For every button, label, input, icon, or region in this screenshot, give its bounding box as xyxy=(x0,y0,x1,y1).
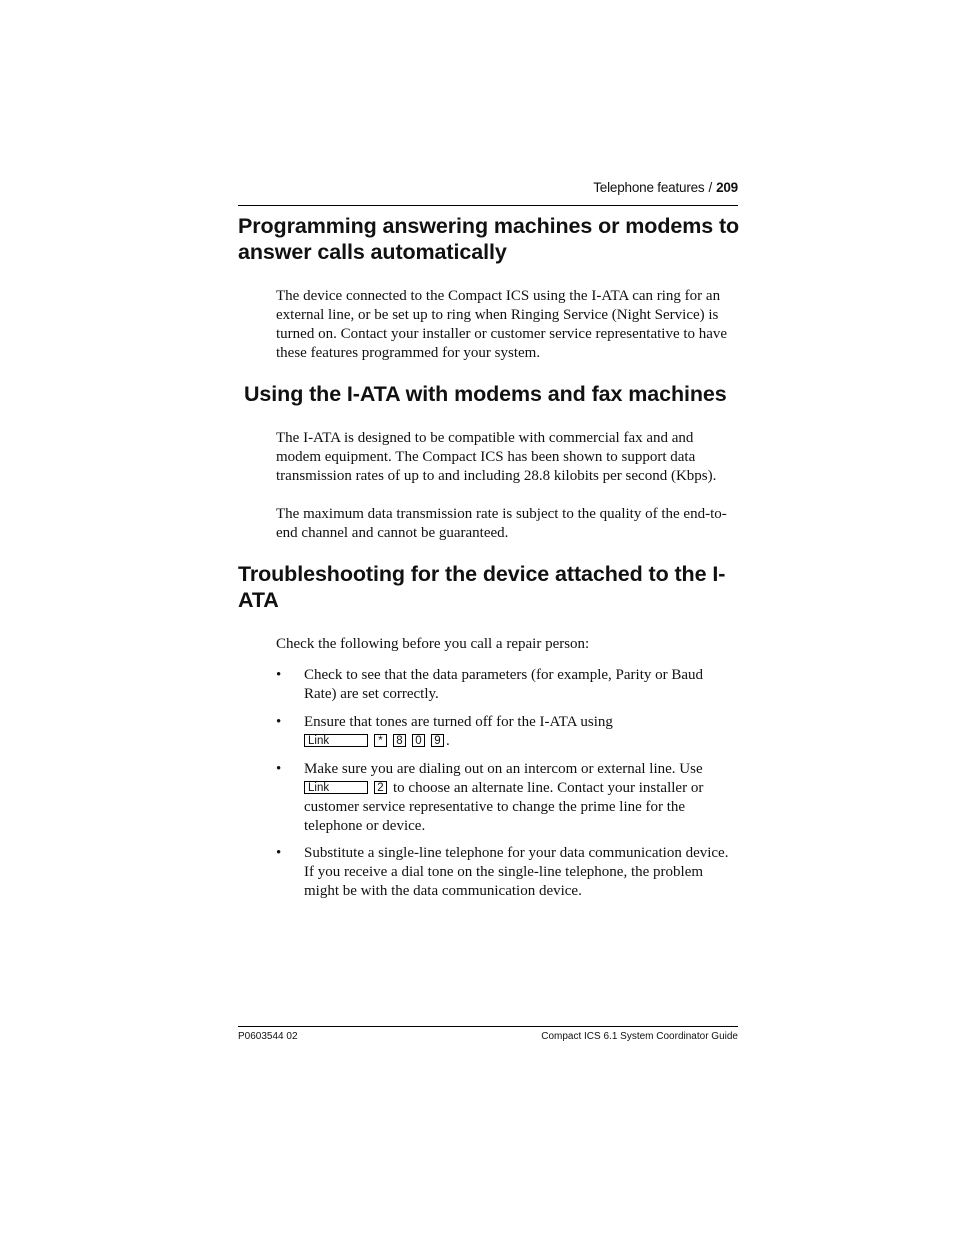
link-key: Link xyxy=(304,781,368,794)
star-key: * xyxy=(374,734,387,747)
running-header xyxy=(238,180,738,195)
bullet-text: Ensure that tones are turned off for the I-ATA using xyxy=(304,714,613,730)
digit-8-key: 8 xyxy=(393,734,406,747)
header-section-title: Telephone features xyxy=(593,180,705,195)
paragraph-answering-machines: The device connected to the Compact ICS using the I-ATA can ring for an external line, or be set up to ring when Ringing Service (Night Service) is turned on. Contact your installer or customer service representative to have these features programmed for your system. xyxy=(276,288,728,361)
section-heading-modems-fax: Using the I-ATA with modems and fax machines xyxy=(244,382,727,406)
link-key: Link xyxy=(304,734,368,747)
list-item xyxy=(276,666,738,704)
document-title: Compact ICS 6.1 System Coordinator Guide xyxy=(541,1031,738,1042)
paragraph-compatibility: The I-ATA is designed to be compatible with commercial fax and and modem equipment. The Compact ICS has been shown to support data transmission rates of up to and including 28.8 kilobits per second (Kbps). xyxy=(276,430,717,484)
header-rule xyxy=(238,205,738,206)
list-item xyxy=(276,760,738,836)
digit-9-key: 9 xyxy=(431,734,444,747)
section-heading-answering-machines: Programming answering machines or modems to answer calls automatically xyxy=(238,214,740,264)
footer-rule xyxy=(238,1026,738,1027)
bullet-text: Check to see that the data parameters (for example, Parity or Baud Rate) are set correctly. xyxy=(304,667,704,702)
paragraph-troubleshooting-intro: Check the following before you call a repair person: xyxy=(276,636,590,652)
list-item xyxy=(276,844,738,901)
bullet-glyph: • xyxy=(276,667,282,683)
bullet-list-item xyxy=(276,760,738,836)
bullet-list-item xyxy=(276,713,738,751)
header-separator: / xyxy=(708,180,713,195)
digit-0-key: 0 xyxy=(412,734,425,747)
bullet-glyph: • xyxy=(276,761,282,777)
paragraph-max-rate: The maximum data transmission rate is subject to the quality of the end-to-end channel and cannot be guaranteed. xyxy=(276,506,727,541)
bullet-text-after: to choose an alternate line. Contact your installer or customer service representative to change the prime line for the telephone or device. xyxy=(304,780,704,834)
bullet-text-after: . xyxy=(446,733,450,749)
bullet-text-before: Make sure you are dialing out on an intercom or external line. Use xyxy=(304,761,703,777)
bullet-text: Substitute a single-line telephone for your data communication device. If you receive a dial tone on the single-line telephone, the problem might be with the data communication device. xyxy=(304,845,729,899)
document-number: P0603544 02 xyxy=(238,1031,298,1042)
bullet-glyph: • xyxy=(276,714,282,730)
section-heading-troubleshooting: Troubleshooting for the device attached to the I-ATA xyxy=(238,562,726,612)
bullet-glyph: • xyxy=(276,845,282,861)
bullet-list-item xyxy=(276,844,738,901)
bullet-list-item xyxy=(276,666,738,704)
digit-2-key: 2 xyxy=(374,781,387,794)
list-item xyxy=(276,713,738,751)
document-page xyxy=(238,0,738,1235)
page-number: 209 xyxy=(716,180,738,195)
